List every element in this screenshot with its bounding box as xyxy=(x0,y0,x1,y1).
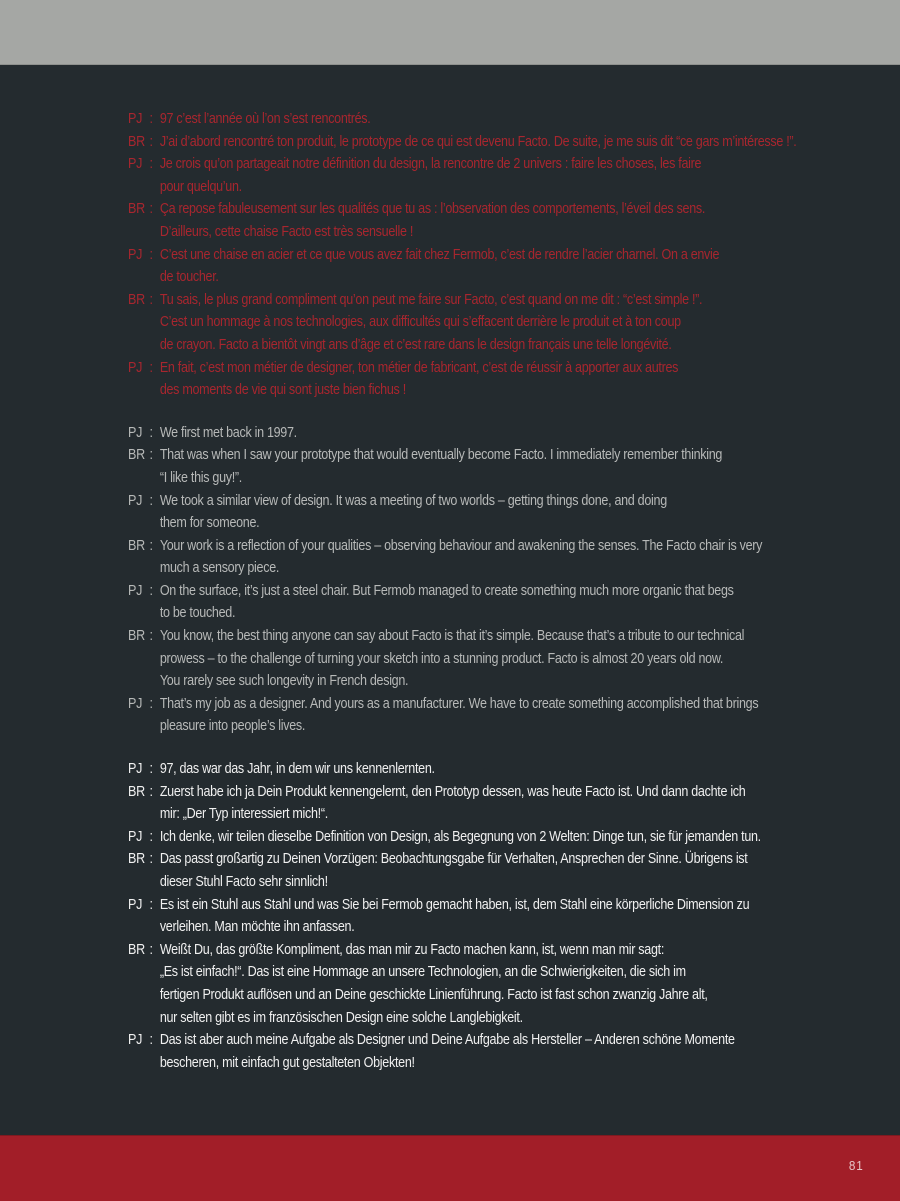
dialogue-entry xyxy=(128,198,868,243)
dialogue-text xyxy=(160,625,868,693)
dialogue-line: pleasure into people’s lives. xyxy=(159,718,306,735)
dialogue-entry xyxy=(128,939,868,1029)
dialogue-line: des moments de vie qui sont juste bien fichus ! xyxy=(159,382,406,399)
dialogue-entry xyxy=(128,444,868,489)
dialogue-text xyxy=(160,894,868,939)
dialogue-text xyxy=(160,490,868,535)
dialogue-line: 97 c’est l’année où l’on s’est rencontrés. xyxy=(159,111,371,127)
speaker-separator: : xyxy=(149,246,153,263)
speaker-separator: : xyxy=(149,761,153,778)
speaker-label: PJ xyxy=(128,828,143,845)
section-french xyxy=(128,108,868,402)
dialogue-line: Es ist ein Stuhl aus Stahl und was Sie bei Fermob gemacht haben, ist, dem Stahl eine körperliche Dimension zu xyxy=(159,896,750,913)
dialogue-line: Das ist aber auch meine Aufgabe als Designer und Deine Aufgabe als Hersteller – Anderen schöne Momente xyxy=(159,1032,735,1049)
dialogue-text xyxy=(160,939,868,1029)
dialogue-line: Weißt Du, das größte Kompliment, das man mir zu Facto machen kann, ist, wenn man mir sagt: xyxy=(159,941,665,958)
speaker-label: BR xyxy=(128,447,145,464)
dialogue-line: That was when I saw your prototype that would eventually become Facto. I immediately remember thinking xyxy=(159,447,723,464)
speaker-label: PJ xyxy=(128,246,143,263)
dialogue-line: On the surface, it’s just a steel chair. But Fermob managed to create something much more organic that begs xyxy=(159,582,734,599)
dialogue-line: You know, the best thing anyone can say about Facto is that it’s simple. Because that’s a tribute to our technical xyxy=(159,628,745,645)
speaker-separator: : xyxy=(149,1032,153,1049)
dialogue-text xyxy=(160,580,868,625)
speaker-label: BR xyxy=(128,537,145,554)
dialogue-entry xyxy=(128,131,868,154)
dialogue-entry xyxy=(128,826,868,849)
speaker-separator: : xyxy=(149,941,153,958)
dialogue-line: verleihen. Man möchte ihn anfassen. xyxy=(159,919,355,936)
dialogue-entry xyxy=(128,758,868,781)
dialogue-entry xyxy=(128,357,868,402)
dialogue-entry xyxy=(128,781,868,826)
speaker-label: BR xyxy=(128,851,145,868)
dialogue-text xyxy=(160,758,868,781)
speaker-separator: : xyxy=(149,359,153,376)
speaker-separator: : xyxy=(149,156,153,173)
dialogue-line: prowess – to the challenge of turning your sketch into a stunning product. Facto is almost 20 years old now. xyxy=(159,650,724,667)
speaker-separator: : xyxy=(149,447,153,464)
dialogue-entry xyxy=(128,535,868,580)
speaker-label: PJ xyxy=(128,761,143,778)
dialogue-text xyxy=(160,826,868,849)
dialogue-text xyxy=(160,131,868,154)
dialogue-text xyxy=(160,1029,868,1074)
dialogue-text xyxy=(160,848,868,893)
footer-band xyxy=(0,1135,900,1201)
dialogue-line: bescheren, mit einfach gut gestalteten Objekten! xyxy=(159,1054,415,1071)
dialogue-text xyxy=(160,535,868,580)
section-english xyxy=(128,422,868,738)
speaker-separator: : xyxy=(149,537,153,554)
dialogue-line: them for someone. xyxy=(159,515,260,532)
dialogue-line: We first met back in 1997. xyxy=(159,424,297,441)
dialogue-entry xyxy=(128,108,868,131)
dialogue-entry xyxy=(128,693,868,738)
speaker-label: BR xyxy=(128,941,145,958)
dialogue-line: 97, das war das Jahr, in dem wir uns kennenlernten. xyxy=(159,761,435,778)
dialogue-line: de crayon. Facto a bientôt vingt ans d’âge et c’est rare dans le design français une telle longévité. xyxy=(159,336,672,353)
speaker-separator: : xyxy=(149,111,153,127)
speaker-label: BR xyxy=(128,133,145,150)
dialogue-line: That’s my job as a designer. And yours as a manufacturer. We have to create something accomplished that brings xyxy=(159,695,759,712)
dialogue-text xyxy=(160,289,868,357)
dialogue-entry xyxy=(128,490,868,535)
speaker-separator: : xyxy=(149,851,153,868)
dialogue-line: mir: „Der Typ interessiert mich!“. xyxy=(159,806,328,823)
dialogue-line: fertigen Produkt auflösen und an Deine geschickte Linienführung. Facto ist fast schon zwanzig Jahre alt, xyxy=(159,986,708,1003)
dialogue-line: Je crois qu’on partageait notre définition du design, la rencontre de 2 univers : faire les choses, les faire xyxy=(159,156,702,173)
dialogue-entry xyxy=(128,848,868,893)
speaker-separator: : xyxy=(149,133,153,150)
speaker-separator: : xyxy=(149,424,153,441)
top-header-band xyxy=(0,0,900,65)
speaker-separator: : xyxy=(149,695,153,712)
dialogue-entry xyxy=(128,153,868,198)
speaker-label: PJ xyxy=(128,359,143,376)
dialogue-text xyxy=(160,693,868,738)
speaker-label: PJ xyxy=(128,492,143,509)
dialogue-line: En fait, c’est mon métier de designer, ton métier de fabricant, c’est de réussir à apporter aux autres xyxy=(159,359,679,376)
dialogue-line: Ich denke, wir teilen dieselbe Definition von Design, als Begegnung von 2 Welten: Dinge tun, sie für jemanden tun. xyxy=(159,828,761,845)
dialogue-line: Tu sais, le plus grand compliment qu’on peut me faire sur Facto, c’est quand on me dit : “c’est simple !”. xyxy=(159,291,703,308)
dialogue-text xyxy=(160,108,868,131)
speaker-label: PJ xyxy=(128,582,143,599)
dialogue-line: „Es ist einfach!“. Das ist eine Hommage an unsere Technologien, an die Schwierigkeiten, die sich im xyxy=(159,964,686,981)
speaker-separator: : xyxy=(149,201,153,218)
interview-transcript xyxy=(128,108,868,1094)
dialogue-entry xyxy=(128,625,868,693)
dialogue-line: nur selten gibt es im französischen Design eine solche Langlebigkeit. xyxy=(159,1009,523,1026)
dialogue-line: D’ailleurs, cette chaise Facto est très sensuelle ! xyxy=(159,223,414,240)
speaker-label: BR xyxy=(128,201,145,218)
dialogue-line: Ça repose fabuleusement sur les qualités que tu as : l’observation des comportements, l’éveil des sens. xyxy=(159,201,706,218)
dialogue-line: We took a similar view of design. It was a meeting of two worlds – getting things done, and doing xyxy=(159,492,667,509)
dialogue-text xyxy=(160,422,868,445)
speaker-separator: : xyxy=(149,828,153,845)
speaker-label: BR xyxy=(128,783,145,800)
dialogue-entry xyxy=(128,580,868,625)
speaker-label: BR xyxy=(128,291,145,308)
speaker-label: BR xyxy=(128,628,145,645)
speaker-label: PJ xyxy=(128,424,143,441)
dialogue-line: Zuerst habe ich ja Dein Produkt kennengelernt, den Prototyp dessen, was heute Facto ist. Und dann dachte ich xyxy=(159,783,746,800)
dialogue-line: J’ai d’abord rencontré ton produit, le prototype de ce qui est devenu Facto. De suite, je me suis dit “ce gars m’intéresse !”. xyxy=(159,133,797,150)
dialogue-entry xyxy=(128,894,868,939)
dialogue-entry xyxy=(128,422,868,445)
dialogue-entry xyxy=(128,289,868,357)
dialogue-line: C’est un hommage à nos technologies, aux difficultés qui s’effacent derrière le produit et à ton coup xyxy=(159,314,681,331)
dialogue-line: much a sensory piece. xyxy=(159,560,280,577)
speaker-label: PJ xyxy=(128,695,143,712)
speaker-separator: : xyxy=(149,291,153,308)
dialogue-line: You rarely see such longevity in French design. xyxy=(159,673,409,690)
page-number: 81 xyxy=(848,1158,864,1173)
dialogue-line: “I like this guy!”. xyxy=(159,469,242,486)
dialogue-line: dieser Stuhl Facto sehr sinnlich! xyxy=(159,874,328,890)
dialogue-entry xyxy=(128,1029,868,1074)
dialogue-line: pour quelqu’un. xyxy=(159,178,242,195)
dialogue-text xyxy=(160,153,868,198)
dialogue-text xyxy=(160,781,868,826)
dialogue-text xyxy=(160,444,868,489)
speaker-separator: : xyxy=(149,582,153,599)
dialogue-line: C’est une chaise en acier et ce que vous avez fait chez Fermob, c’est de rendre l’acier charnel. On a envie xyxy=(159,246,720,263)
dialogue-line: Your work is a reflection of your qualities – observing behaviour and awakening the senses. The Facto chair is very xyxy=(159,537,763,554)
speaker-separator: : xyxy=(149,628,153,645)
speaker-separator: : xyxy=(149,896,153,913)
dialogue-text xyxy=(160,357,868,402)
speaker-label: PJ xyxy=(128,1032,143,1049)
speaker-label: PJ xyxy=(128,896,143,913)
dialogue-line: de toucher. xyxy=(159,269,219,286)
speaker-label: PJ xyxy=(128,156,143,173)
dialogue-line: to be touched. xyxy=(159,605,236,622)
section-german xyxy=(128,758,868,1074)
speaker-separator: : xyxy=(149,492,153,509)
dialogue-text xyxy=(160,198,868,243)
dialogue-line: Das passt großartig zu Deinen Vorzügen: Beobachtungsgabe für Verhalten, Ansprechen der Sinne. Übrigens ist xyxy=(159,851,748,868)
speaker-label: PJ xyxy=(128,111,143,127)
speaker-separator: : xyxy=(149,783,153,800)
dialogue-text xyxy=(160,244,868,289)
dialogue-entry xyxy=(128,244,868,289)
